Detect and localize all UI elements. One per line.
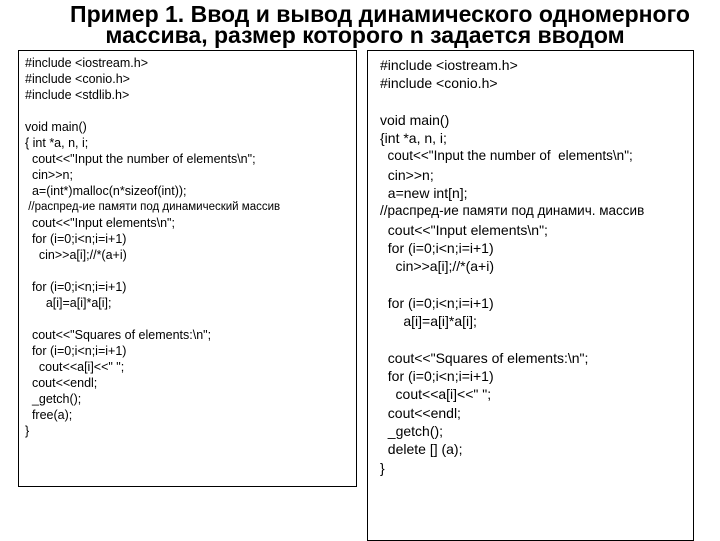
code-line: cout<<"Input the number of elements\n"; <box>380 148 633 164</box>
code-line: for (i=0;i<n;i=i+1) <box>380 368 494 385</box>
code-line-blank <box>25 263 356 279</box>
code-line: cout<<"Input elements\n"; <box>25 216 175 230</box>
code-line: cout<<a[i]<<" "; <box>380 386 492 403</box>
slide-title-line1: Пример 1. Ввод и вывод динамического одномерного <box>70 1 690 27</box>
code-line: } <box>25 424 30 438</box>
code-line: for (i=0;i<n;i=i+1) <box>380 239 494 256</box>
code-line-blank <box>25 311 356 327</box>
code-line: cout<<"Input the number of elements\n"; <box>25 152 256 166</box>
code-panel-malloc <box>18 50 357 487</box>
code-line: void main() <box>380 111 450 128</box>
code-line: {int *a, n, i; <box>380 130 447 147</box>
code-line: #include <conio.h> <box>25 72 130 86</box>
code-line: cin>>a[i];//*(a+i) <box>380 258 494 275</box>
code-panel-new <box>367 50 694 541</box>
code-comment: //распред-ие памяти под динамич. массив <box>380 203 645 219</box>
code-line: cout<<"Squares of elements:\n"; <box>25 328 212 342</box>
code-comment: //распред-ие памяти под динамический массив <box>25 201 281 213</box>
code-line: a[i]=a[i]*a[i]; <box>25 296 112 310</box>
code-line: a=(int*)malloc(n*sizeof(int)); <box>25 184 187 198</box>
code-line: delete [] (a); <box>380 441 463 458</box>
code-line: _getch(); <box>25 392 82 406</box>
code-line: void main() <box>25 120 87 134</box>
code-line-blank <box>380 330 693 348</box>
code-line: a[i]=a[i]*a[i]; <box>380 313 477 330</box>
code-line: a=new int[n]; <box>380 185 468 202</box>
code-line: cin>>n; <box>380 166 434 183</box>
code-line: for (i=0;i<n;i=i+1) <box>25 232 127 246</box>
code-line: cout<<"Squares of elements:\n"; <box>380 349 589 366</box>
code-line: free(a); <box>25 408 73 422</box>
code-line-blank <box>380 93 693 111</box>
slide-title <box>0 1 720 48</box>
code-line: #include <iostream.h> <box>380 57 518 73</box>
code-line: _getch(); <box>380 422 444 439</box>
code-line: cin>>n; <box>25 168 73 182</box>
code-line: for (i=0;i<n;i=i+1) <box>25 344 127 358</box>
code-line-blank <box>25 103 356 119</box>
code-line: cout<<a[i]<<" "; <box>25 360 125 374</box>
code-line: for (i=0;i<n;i=i+1) <box>25 280 127 294</box>
code-line: } <box>380 459 385 476</box>
code-line: #include <iostream.h> <box>25 56 148 70</box>
code-line: #include <stdlib.h> <box>25 88 130 102</box>
code-line: cin>>a[i];//*(a+i) <box>25 248 127 262</box>
code-line: cout<<endl; <box>25 376 98 390</box>
code-line: #include <conio.h> <box>380 75 498 92</box>
code-line: cout<<endl; <box>380 404 461 421</box>
code-line-blank <box>380 276 693 294</box>
code-line: for (i=0;i<n;i=i+1) <box>380 294 494 311</box>
slide-title-line2: массива, размер которого n задается вводом <box>105 22 625 48</box>
code-line: { int *a, n, i; <box>25 136 89 150</box>
code-line: cout<<"Input elements\n"; <box>380 221 548 238</box>
